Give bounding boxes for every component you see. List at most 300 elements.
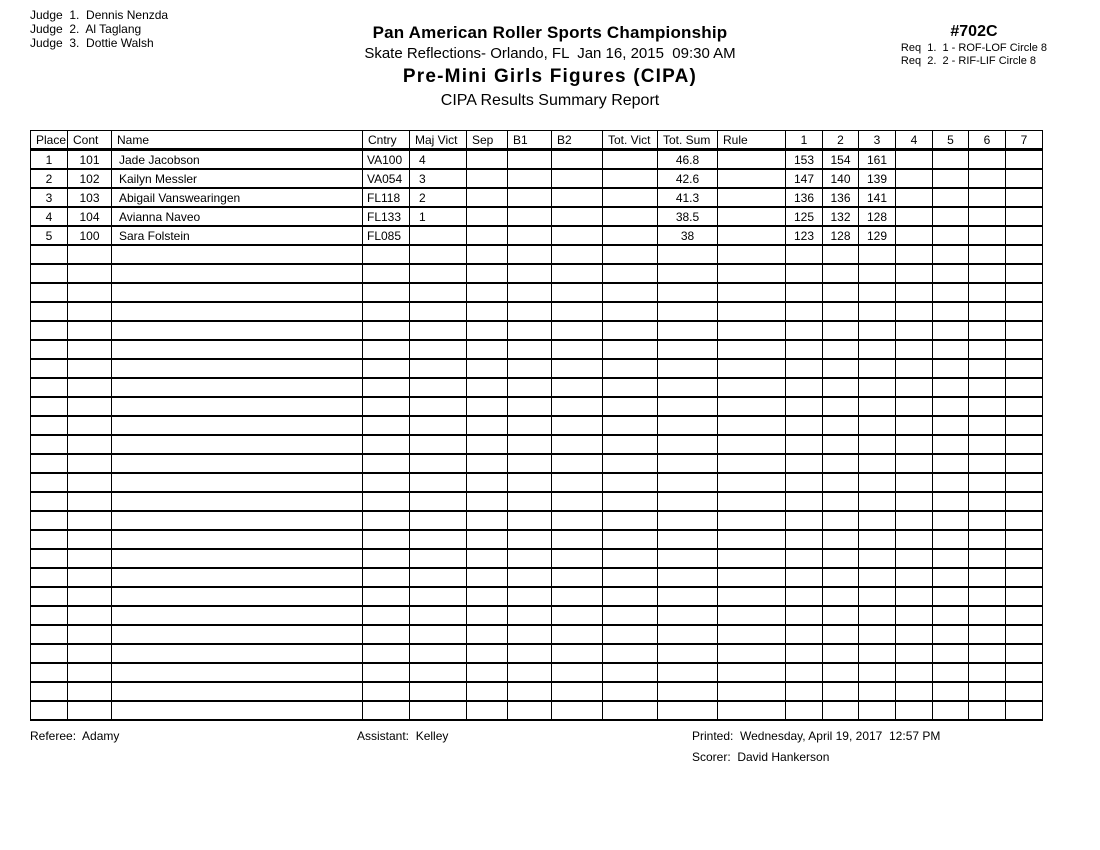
table-cell: 103 xyxy=(68,188,112,207)
table-cell xyxy=(933,150,969,170)
table-cell xyxy=(31,245,68,264)
table-cell xyxy=(718,226,786,245)
table-cell xyxy=(467,150,508,170)
table-cell xyxy=(31,397,68,416)
table-cell xyxy=(410,321,467,340)
table-row-empty xyxy=(31,454,1043,473)
table-cell xyxy=(896,568,933,587)
table-cell xyxy=(68,625,112,644)
table-cell xyxy=(467,682,508,701)
table-cell xyxy=(658,606,718,625)
table-cell xyxy=(552,701,603,720)
table-cell xyxy=(786,416,823,435)
table-row-empty xyxy=(31,625,1043,644)
table-cell xyxy=(31,549,68,568)
table-cell xyxy=(896,150,933,170)
table-cell xyxy=(603,644,658,663)
table-cell xyxy=(718,473,786,492)
table-row-1 xyxy=(31,150,1043,170)
column-header-tot-vict: Tot. Vict xyxy=(603,131,658,150)
table-cell xyxy=(112,587,363,606)
table-cell xyxy=(1006,340,1043,359)
table-cell xyxy=(603,473,658,492)
table-cell xyxy=(859,473,896,492)
table-cell: 41.3 xyxy=(658,188,718,207)
table-header-row xyxy=(31,131,1043,150)
table-cell xyxy=(1006,226,1043,245)
table-cell xyxy=(933,587,969,606)
table-cell xyxy=(68,530,112,549)
table-cell xyxy=(603,245,658,264)
table-cell xyxy=(603,701,658,720)
table-cell xyxy=(410,283,467,302)
table-cell xyxy=(603,226,658,245)
table-cell: 46.8 xyxy=(658,150,718,170)
table-cell xyxy=(467,359,508,378)
table-cell xyxy=(1006,397,1043,416)
table-cell xyxy=(718,378,786,397)
table-cell xyxy=(933,435,969,454)
table-cell xyxy=(1006,454,1043,473)
table-cell: FL133 xyxy=(363,207,410,226)
table-cell xyxy=(603,378,658,397)
table-cell xyxy=(969,321,1006,340)
table-cell xyxy=(603,302,658,321)
table-cell xyxy=(603,207,658,226)
table-cell xyxy=(508,169,552,188)
table-cell xyxy=(933,245,969,264)
table-cell xyxy=(658,454,718,473)
table-cell xyxy=(896,321,933,340)
table-cell xyxy=(969,625,1006,644)
event-name: Pre-Mini Girls Figures (CIPA) xyxy=(402,66,698,87)
table-row-empty xyxy=(31,340,1043,359)
table-cell xyxy=(410,511,467,530)
table-cell xyxy=(859,549,896,568)
table-cell: 136 xyxy=(823,188,859,207)
table-cell: 147 xyxy=(786,169,823,188)
column-header-5: 5 xyxy=(933,131,969,150)
table-cell xyxy=(603,283,658,302)
table-cell xyxy=(112,264,363,283)
table-cell xyxy=(786,245,823,264)
table-cell xyxy=(896,359,933,378)
table-cell: 125 xyxy=(786,207,823,226)
table-row-empty xyxy=(31,302,1043,321)
table-cell xyxy=(410,245,467,264)
table-cell xyxy=(1006,701,1043,720)
table-cell xyxy=(969,150,1006,170)
table-cell xyxy=(68,549,112,568)
table-cell xyxy=(859,378,896,397)
table-cell xyxy=(603,530,658,549)
table-cell xyxy=(859,644,896,663)
table-cell xyxy=(859,340,896,359)
table-cell xyxy=(467,226,508,245)
table-cell xyxy=(1006,435,1043,454)
table-cell: 153 xyxy=(786,150,823,170)
table-cell xyxy=(410,682,467,701)
table-cell xyxy=(31,682,68,701)
table-cell xyxy=(933,169,969,188)
table-cell xyxy=(552,663,603,682)
table-cell xyxy=(969,416,1006,435)
table-cell xyxy=(718,188,786,207)
table-cell xyxy=(786,283,823,302)
table-cell xyxy=(718,245,786,264)
table-cell xyxy=(718,530,786,549)
table-cell xyxy=(363,416,410,435)
table-cell xyxy=(68,245,112,264)
table-cell xyxy=(603,587,658,606)
table-cell: 154 xyxy=(823,150,859,170)
table-row-empty xyxy=(31,264,1043,283)
table-cell xyxy=(112,454,363,473)
scorer-label: Scorer: David Hankerson xyxy=(692,750,830,764)
table-cell xyxy=(410,663,467,682)
table-row-empty xyxy=(31,549,1043,568)
table-cell xyxy=(552,188,603,207)
table-cell xyxy=(823,663,859,682)
column-header-3: 3 xyxy=(859,131,896,150)
table-cell xyxy=(823,492,859,511)
table-cell xyxy=(467,454,508,473)
table-cell xyxy=(859,416,896,435)
table-cell xyxy=(933,264,969,283)
table-cell xyxy=(31,644,68,663)
table-cell xyxy=(969,511,1006,530)
table-cell xyxy=(410,435,467,454)
table-cell xyxy=(896,226,933,245)
table-cell xyxy=(1006,663,1043,682)
table-cell xyxy=(467,397,508,416)
table-cell xyxy=(603,397,658,416)
table-cell xyxy=(969,397,1006,416)
table-cell xyxy=(112,435,363,454)
table-cell xyxy=(859,435,896,454)
table-cell: VA100 xyxy=(363,150,410,170)
table-cell xyxy=(603,606,658,625)
table-cell xyxy=(823,511,859,530)
table-cell xyxy=(1006,264,1043,283)
table-row-empty xyxy=(31,644,1043,663)
table-cell xyxy=(112,625,363,644)
table-cell xyxy=(933,663,969,682)
table-cell xyxy=(786,530,823,549)
table-cell xyxy=(1006,606,1043,625)
table-cell xyxy=(896,454,933,473)
table-cell xyxy=(969,435,1006,454)
table-cell xyxy=(467,283,508,302)
table-cell xyxy=(933,530,969,549)
table-cell xyxy=(969,169,1006,188)
table-cell xyxy=(786,549,823,568)
table-row-empty xyxy=(31,682,1043,701)
table-cell xyxy=(859,682,896,701)
table-row-empty xyxy=(31,530,1043,549)
table-cell xyxy=(552,568,603,587)
table-cell xyxy=(508,625,552,644)
table-cell xyxy=(933,701,969,720)
table-cell xyxy=(969,606,1006,625)
table-cell xyxy=(508,302,552,321)
table-cell xyxy=(969,226,1006,245)
table-cell xyxy=(552,264,603,283)
table-cell xyxy=(363,644,410,663)
table-cell xyxy=(1006,207,1043,226)
table-cell xyxy=(933,644,969,663)
table-cell xyxy=(1006,587,1043,606)
table-row-3 xyxy=(31,188,1043,207)
table-cell xyxy=(786,359,823,378)
table-cell xyxy=(786,511,823,530)
table-cell xyxy=(969,663,1006,682)
table-cell xyxy=(859,663,896,682)
table-cell xyxy=(718,283,786,302)
table-cell xyxy=(31,473,68,492)
table-cell xyxy=(410,454,467,473)
table-cell xyxy=(718,302,786,321)
table-cell xyxy=(823,416,859,435)
table-cell xyxy=(552,340,603,359)
table-row-empty xyxy=(31,473,1043,492)
table-cell xyxy=(603,150,658,170)
table-cell xyxy=(552,473,603,492)
table-cell xyxy=(933,416,969,435)
table-cell xyxy=(68,302,112,321)
table-cell: 129 xyxy=(859,226,896,245)
table-cell xyxy=(552,359,603,378)
table-cell xyxy=(363,321,410,340)
table-cell xyxy=(68,606,112,625)
table-cell xyxy=(896,663,933,682)
table-cell xyxy=(363,378,410,397)
table-cell xyxy=(658,245,718,264)
table-cell xyxy=(68,340,112,359)
column-header-1: 1 xyxy=(786,131,823,150)
table-cell xyxy=(823,587,859,606)
table-cell xyxy=(933,340,969,359)
table-cell xyxy=(508,340,552,359)
table-cell xyxy=(68,473,112,492)
table-cell xyxy=(31,416,68,435)
table-cell xyxy=(552,682,603,701)
table-cell xyxy=(508,454,552,473)
table-cell xyxy=(410,302,467,321)
table-cell xyxy=(823,340,859,359)
table-cell xyxy=(603,511,658,530)
table-cell xyxy=(933,606,969,625)
table-cell: Kailyn Messler xyxy=(112,169,363,188)
table-cell xyxy=(859,511,896,530)
table-cell: FL118 xyxy=(363,188,410,207)
table-cell: 4 xyxy=(31,207,68,226)
table-cell xyxy=(363,682,410,701)
table-cell xyxy=(363,435,410,454)
table-cell xyxy=(552,397,603,416)
table-row-empty xyxy=(31,321,1043,340)
table-cell xyxy=(410,473,467,492)
table-cell xyxy=(933,359,969,378)
table-cell xyxy=(508,188,552,207)
table-cell xyxy=(552,321,603,340)
table-row-empty xyxy=(31,397,1043,416)
table-cell xyxy=(1006,302,1043,321)
table-cell xyxy=(658,663,718,682)
table-cell xyxy=(933,682,969,701)
table-cell xyxy=(1006,549,1043,568)
column-header-maj-vict: Maj Vict xyxy=(410,131,467,150)
table-cell xyxy=(31,511,68,530)
column-header-tot-sum: Tot. Sum xyxy=(658,131,718,150)
table-cell xyxy=(896,188,933,207)
table-cell xyxy=(969,530,1006,549)
judge-line-2: Judge 2. Al Taglang xyxy=(30,22,142,36)
table-cell xyxy=(1006,359,1043,378)
table-cell xyxy=(31,454,68,473)
table-cell xyxy=(823,435,859,454)
table-cell xyxy=(68,701,112,720)
table-cell: Abigail Vanswearingen xyxy=(112,188,363,207)
table-cell xyxy=(718,340,786,359)
table-cell xyxy=(603,549,658,568)
table-cell xyxy=(823,378,859,397)
table-cell xyxy=(859,302,896,321)
table-cell xyxy=(933,454,969,473)
table-cell xyxy=(410,568,467,587)
table-cell xyxy=(718,682,786,701)
table-cell xyxy=(718,625,786,644)
table-cell xyxy=(969,188,1006,207)
table-cell xyxy=(896,169,933,188)
table-cell xyxy=(410,644,467,663)
table-cell xyxy=(859,492,896,511)
table-cell xyxy=(508,701,552,720)
table-cell xyxy=(933,302,969,321)
table-cell xyxy=(859,530,896,549)
table-cell xyxy=(1006,245,1043,264)
table-cell xyxy=(786,473,823,492)
table-cell xyxy=(467,264,508,283)
table-cell xyxy=(786,568,823,587)
table-cell xyxy=(823,682,859,701)
table-cell xyxy=(896,302,933,321)
table-cell xyxy=(896,378,933,397)
table-cell xyxy=(603,492,658,511)
column-header-b1: B1 xyxy=(508,131,552,150)
table-cell xyxy=(1006,492,1043,511)
table-cell xyxy=(467,644,508,663)
table-cell xyxy=(786,682,823,701)
table-cell xyxy=(718,416,786,435)
table-cell xyxy=(786,378,823,397)
table-cell xyxy=(1006,682,1043,701)
table-cell: 141 xyxy=(859,188,896,207)
table-cell xyxy=(718,511,786,530)
table-cell xyxy=(112,511,363,530)
table-cell xyxy=(112,378,363,397)
table-cell xyxy=(969,568,1006,587)
table-cell xyxy=(969,549,1006,568)
table-cell xyxy=(467,188,508,207)
table-cell xyxy=(603,188,658,207)
table-cell xyxy=(552,207,603,226)
table-cell xyxy=(410,587,467,606)
table-cell: 128 xyxy=(823,226,859,245)
table-cell: Sara Folstein xyxy=(112,226,363,245)
table-cell xyxy=(68,644,112,663)
table-cell xyxy=(933,378,969,397)
table-cell xyxy=(718,606,786,625)
table-cell xyxy=(823,302,859,321)
table-cell xyxy=(508,245,552,264)
table-cell xyxy=(896,340,933,359)
table-cell xyxy=(68,492,112,511)
table-row-empty xyxy=(31,283,1043,302)
table-cell xyxy=(658,416,718,435)
table-cell xyxy=(1006,283,1043,302)
table-cell xyxy=(31,606,68,625)
table-cell: 38 xyxy=(658,226,718,245)
table-cell xyxy=(552,530,603,549)
table-cell: 128 xyxy=(859,207,896,226)
table-cell: 2 xyxy=(31,169,68,188)
table-cell xyxy=(933,283,969,302)
table-cell xyxy=(508,644,552,663)
event-location-date: Skate Reflections- Orlando, FL Jan 16, 2015 09:30 AM xyxy=(364,45,736,62)
table-cell xyxy=(410,416,467,435)
table-cell xyxy=(859,701,896,720)
table-cell xyxy=(603,625,658,644)
table-cell: VA054 xyxy=(363,169,410,188)
table-cell xyxy=(823,568,859,587)
table-cell xyxy=(467,302,508,321)
table-cell xyxy=(718,587,786,606)
column-header-4: 4 xyxy=(896,131,933,150)
table-cell xyxy=(603,359,658,378)
table-cell xyxy=(933,492,969,511)
table-cell xyxy=(969,682,1006,701)
table-cell xyxy=(508,663,552,682)
table-cell xyxy=(1006,511,1043,530)
table-cell xyxy=(31,435,68,454)
table-cell xyxy=(112,682,363,701)
table-cell xyxy=(718,568,786,587)
table-cell: 5 xyxy=(31,226,68,245)
table-cell: 2 xyxy=(410,188,467,207)
table-cell xyxy=(112,416,363,435)
table-cell xyxy=(363,454,410,473)
table-cell xyxy=(31,625,68,644)
table-cell xyxy=(1006,188,1043,207)
results-table-container xyxy=(30,130,1043,721)
table-cell xyxy=(718,644,786,663)
referee-label: Referee: Adamy xyxy=(30,729,120,743)
table-cell xyxy=(658,682,718,701)
table-cell xyxy=(31,663,68,682)
table-cell xyxy=(410,264,467,283)
table-cell xyxy=(896,530,933,549)
table-cell xyxy=(823,473,859,492)
table-cell xyxy=(786,264,823,283)
table-cell xyxy=(969,245,1006,264)
table-cell xyxy=(508,397,552,416)
table-cell xyxy=(410,378,467,397)
table-cell xyxy=(467,587,508,606)
table-cell xyxy=(969,492,1006,511)
table-cell xyxy=(859,568,896,587)
table-cell xyxy=(552,549,603,568)
